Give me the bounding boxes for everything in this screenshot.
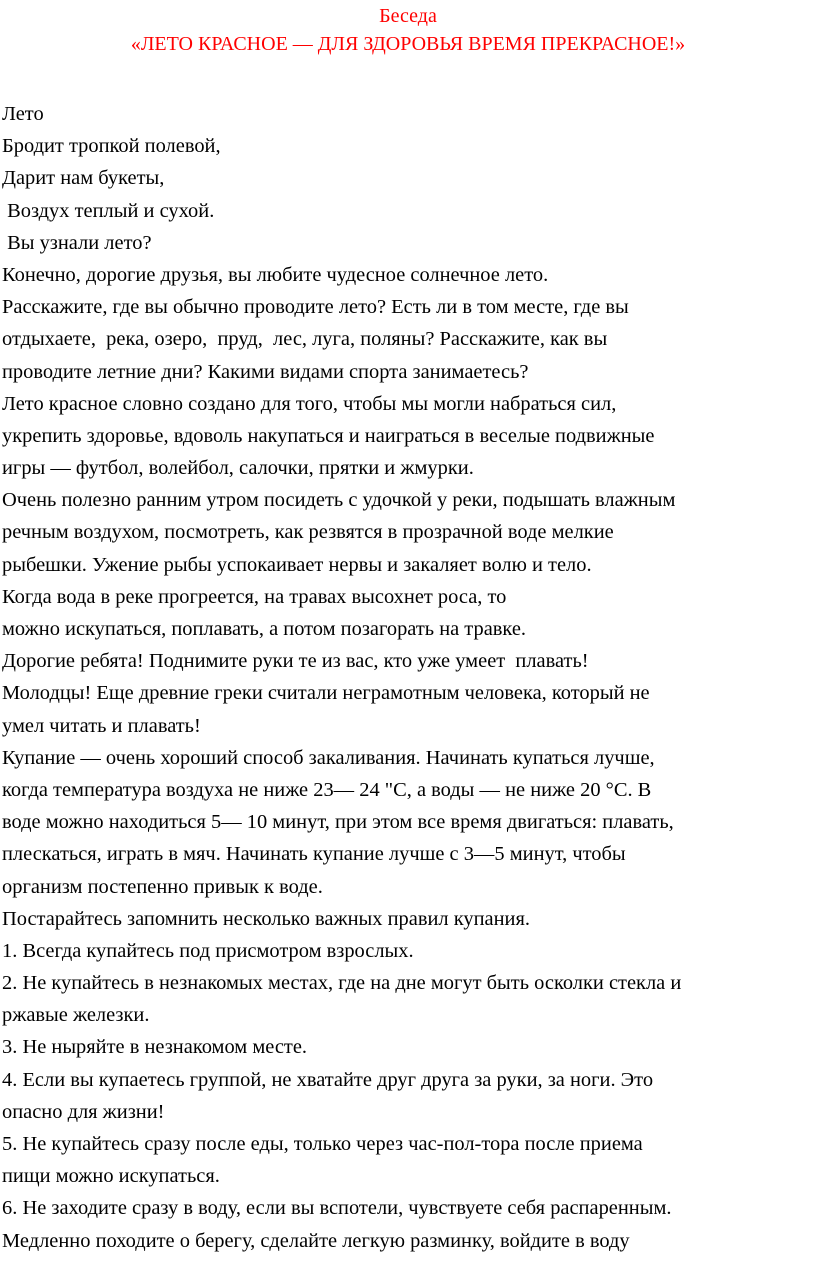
text-line: умел читать и плавать! — [2, 714, 201, 737]
text-line: Медленно походите о берегу, сделайте легкую разминку, войдите в воду — [2, 1229, 630, 1252]
title-spacer — [0, 58, 816, 98]
text-line: Молодцы! Еще древние греки считали неграмотным человека, который не — [2, 682, 650, 705]
text-line: отдыхаете, река, озеро, пруд, лес, луга, поляны? Расскажите, как вы — [2, 328, 608, 351]
document-body — [0, 98, 816, 1257]
document-title — [0, 0, 816, 58]
text-line: Расскажите, где вы обычно проводите лето? Есть ли в том месте, где вы — [2, 296, 629, 319]
text-line: воде можно находиться 5— 10 минут, при этом все время двигаться: плавать, — [2, 811, 674, 834]
text-line: Воздух теплый и сухой. — [2, 199, 215, 222]
text-line: речным воздухом, посмотреть, как резвятся в прозрачной воде мелкие — [2, 521, 614, 544]
text-line: 6. Не заходите сразу в воду, если вы вспотели, чувствуете себя распаренным. — [2, 1197, 672, 1220]
text-line: 3. Не ныряйте в незнакомом месте. — [2, 1036, 308, 1059]
text-line: опасно для жизни! — [2, 1100, 165, 1123]
text-line: плескаться, играть в мяч. Начинать купание лучше с 3—5 минут, чтобы — [2, 843, 626, 866]
text-line: Лето красное словно создано для того, чтобы мы могли набраться сил, — [2, 392, 617, 415]
text-line: Купание — очень хороший способ закаливания. Начинать купаться лучше, — [2, 746, 655, 769]
text-line: Конечно, дорогие друзья, вы любите чудесное солнечное лето. — [2, 263, 549, 286]
text-line: пищи можно искупаться. — [2, 1165, 220, 1188]
text-line: Дарит нам букеты, — [2, 167, 165, 190]
text-line: укрепить здоровье, вдоволь накупаться и наиграться в веселые подвижные — [2, 424, 655, 447]
text-line: Когда вода в реке прогреется, на травах высохнет роса, то — [2, 585, 507, 608]
text-line: организм постепенно привык к воде. — [2, 875, 323, 898]
title-line-2: «ЛЕТО КРАСНОЕ — ДЛЯ ЗДОРОВЬЯ ВРЕМЯ ПРЕКРАСНОЕ!» — [130, 33, 686, 55]
text-line: 2. Не купайтесь в незнакомых местах, где на дне могут быть осколки стекла и — [2, 972, 682, 995]
text-line: игры — футбол, волейбол, салочки, прятки и жмурки. — [2, 457, 474, 480]
text-line: Бродит тропкой полевой, — [2, 135, 221, 158]
text-line: ржавые железки. — [2, 1004, 150, 1027]
text-line: проводите летние дни? Какими видами спорта занимаетесь? — [2, 360, 529, 383]
text-line: Очень полезно ранним утром посидеть с удочкой у реки, подышать влажным — [2, 489, 676, 512]
text-line: 4. Если вы купаетесь группой, не хватайте друг друга за руки, за ноги. Это — [2, 1068, 654, 1091]
text-line: Вы узнали лето? — [2, 231, 152, 254]
text-line: можно искупаться, поплавать, а потом позагорать на травке. — [2, 618, 527, 640]
text-line: 1. Всегда купайтесь под присмотром взрослых. — [2, 939, 414, 962]
text-line: 5. Не купайтесь сразу после еды, только через час-пол-тора после приема — [2, 1133, 643, 1155]
text-line: когда температура воздуха не ниже 23— 24 "С, а воды — не ниже 20 °С. В — [2, 778, 652, 801]
text-line: Дорогие ребята! Поднимите руки те из вас, кто уже умеет плавать! — [2, 650, 589, 673]
title-line-1: Беседа — [379, 5, 437, 27]
text-line: Постарайтесь запомнить несколько важных правил купания. — [2, 907, 530, 930]
text-line: рыбешки. Ужение рыбы успокаивает нервы и закаляет волю и тело. — [2, 553, 592, 576]
text-line: Лето — [2, 103, 44, 125]
